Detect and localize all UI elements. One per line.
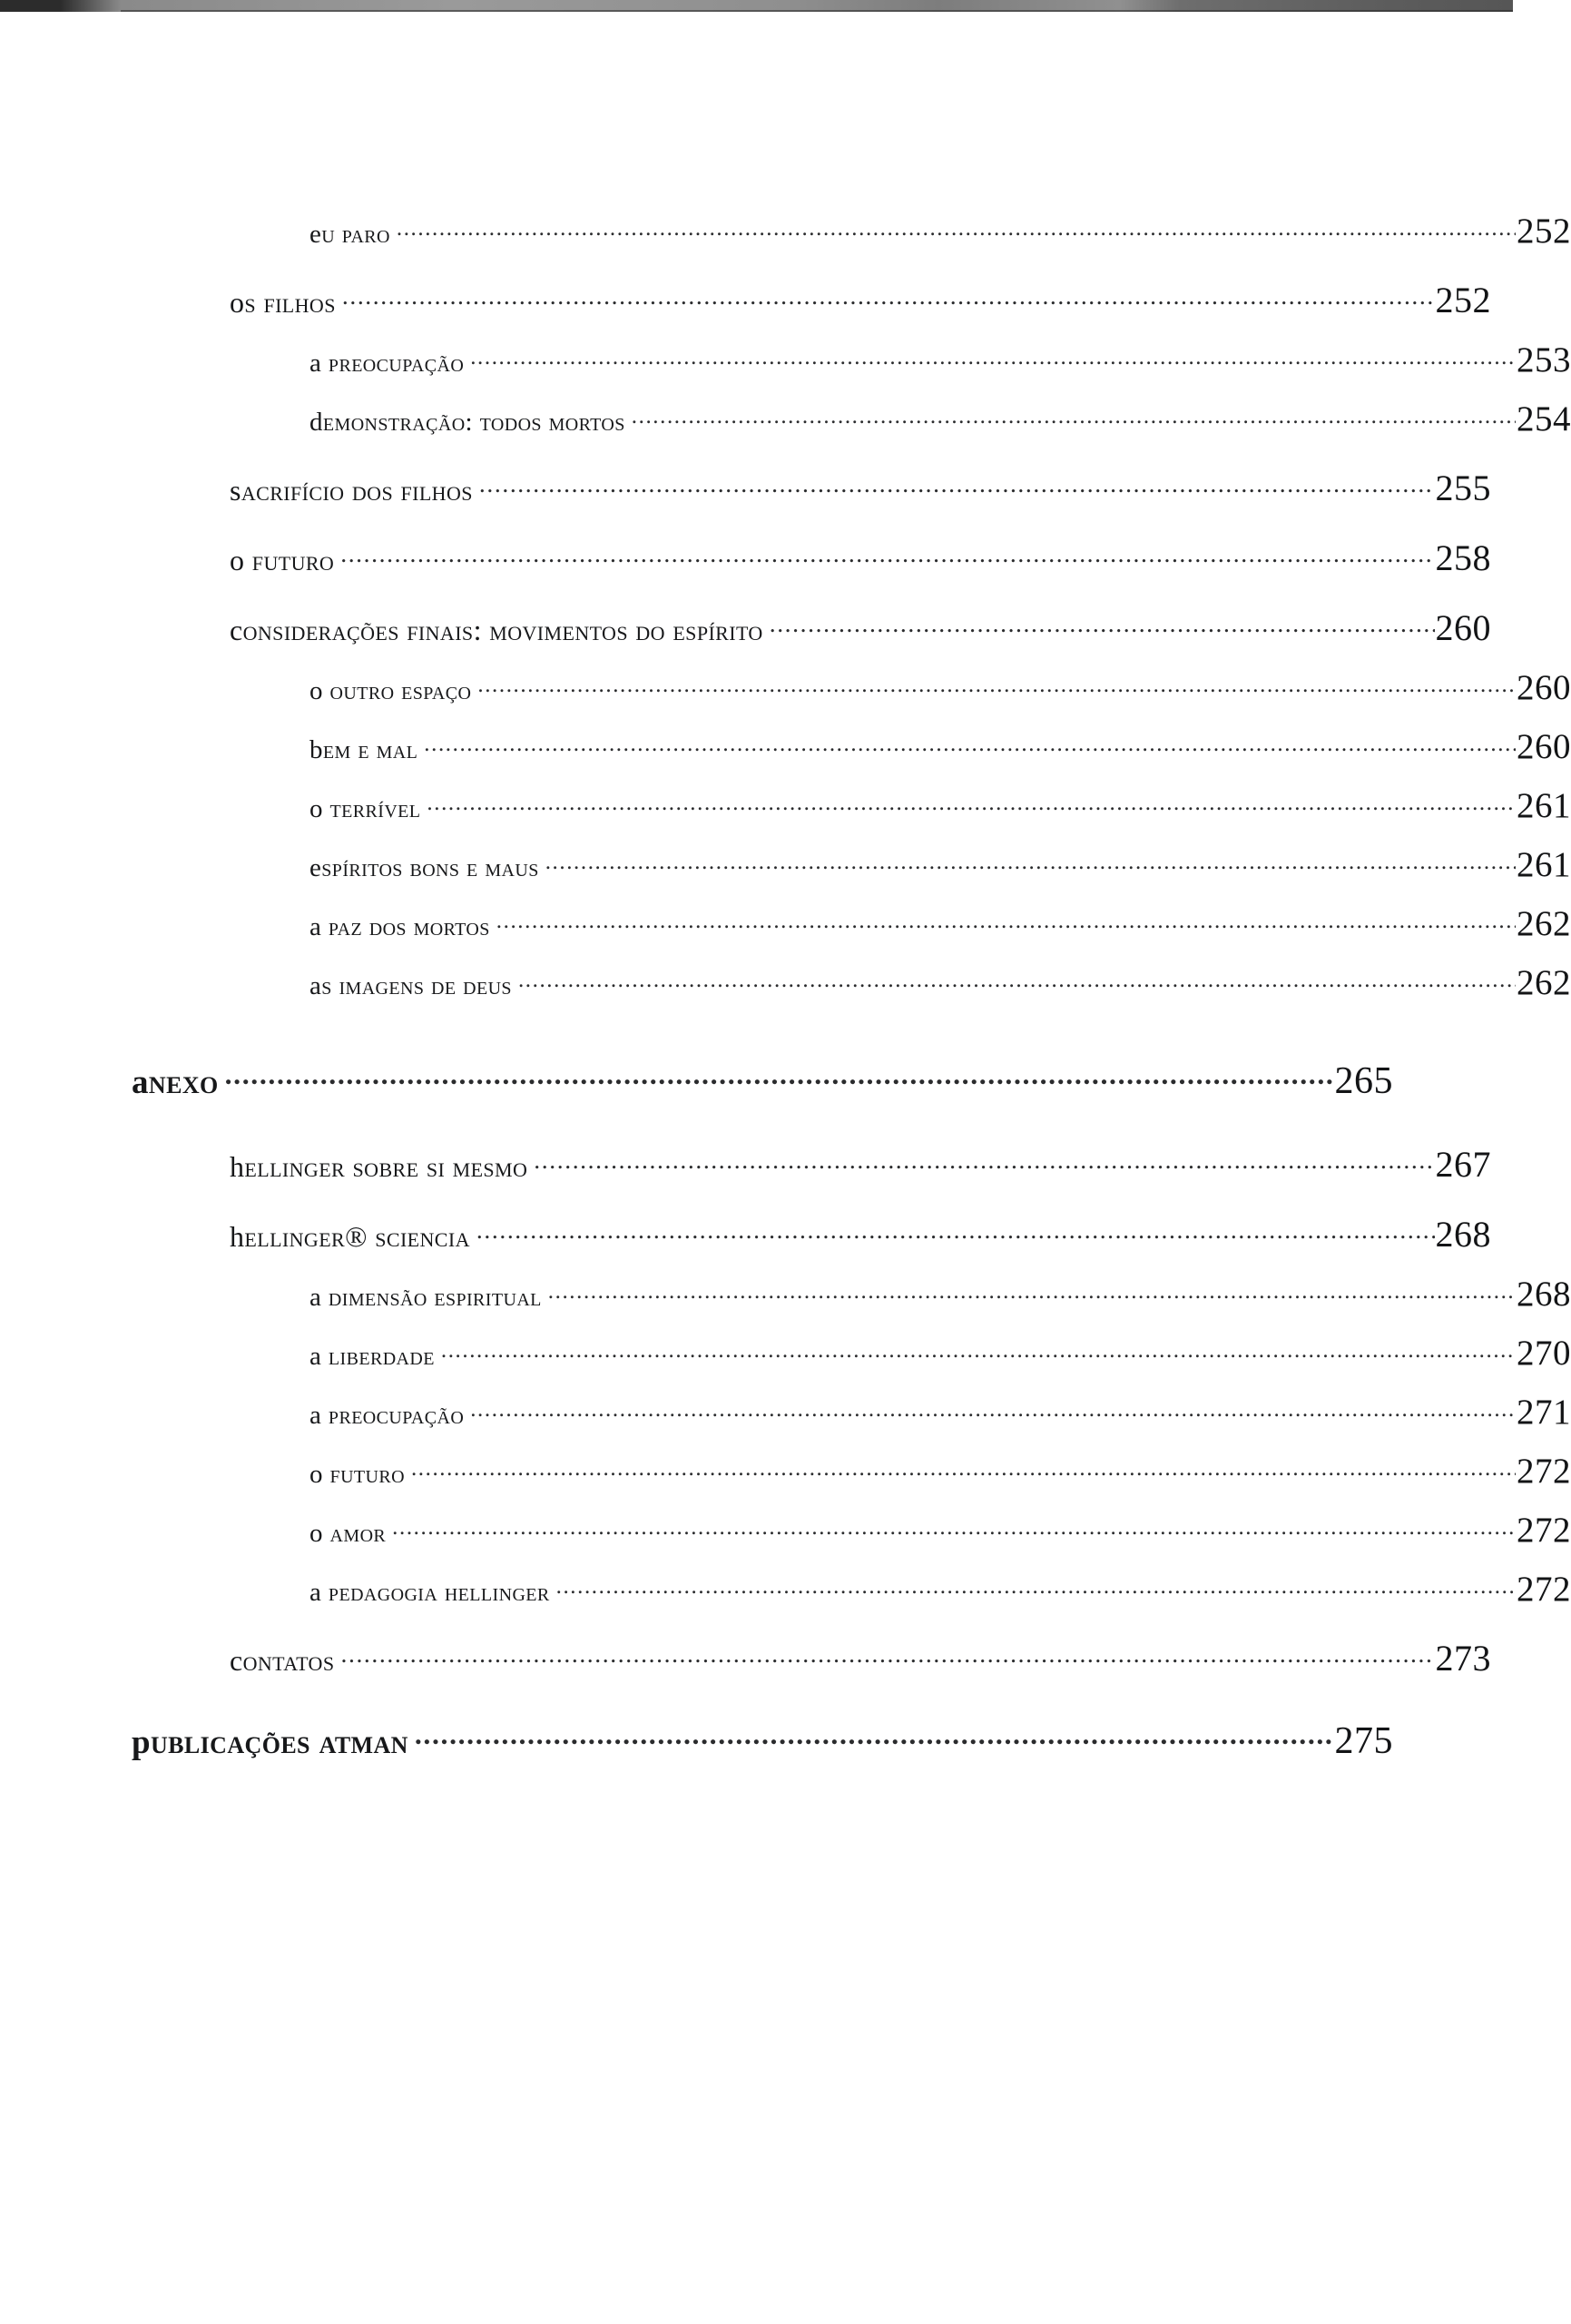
dot-leader bbox=[518, 968, 1516, 994]
toc-entry[interactable] bbox=[132, 537, 1491, 579]
table-of-contents bbox=[132, 211, 1571, 1781]
toc-entry-title: a preocupação bbox=[309, 349, 465, 378]
dot-leader bbox=[340, 541, 1434, 570]
toc-entry-page-number: 258 bbox=[1435, 537, 1491, 578]
toc-entry-page-number: 275 bbox=[1334, 1720, 1393, 1762]
toc-entry[interactable] bbox=[132, 211, 1571, 251]
toc-entry-title: o futuro bbox=[230, 544, 335, 576]
dot-leader bbox=[534, 1147, 1434, 1177]
toc-entry[interactable] bbox=[132, 844, 1571, 885]
toc-entry-page-number: 254 bbox=[1517, 399, 1571, 438]
toc-entry-title: hellinger® sciencia bbox=[230, 1220, 470, 1253]
toc-entry-title: a dimensão espiritual bbox=[309, 1283, 542, 1312]
toc-entry-title: os filhos bbox=[230, 286, 336, 319]
toc-entry-title: demonstração: todos mortos bbox=[309, 408, 625, 437]
toc-entry-title: hellinger sobre si mesmo bbox=[230, 1150, 528, 1183]
toc-entry[interactable] bbox=[132, 399, 1571, 439]
toc-entry-title: a liberdade bbox=[309, 1342, 435, 1371]
toc-entry-page-number: 268 bbox=[1435, 1214, 1491, 1255]
toc-entry[interactable] bbox=[132, 726, 1571, 767]
dot-leader bbox=[415, 1719, 1334, 1753]
dot-leader bbox=[477, 673, 1516, 699]
toc-entry[interactable] bbox=[132, 1510, 1571, 1551]
toc-entry-page-number: 253 bbox=[1517, 340, 1571, 379]
dot-leader bbox=[545, 850, 1516, 876]
toc-entry-page-number: 272 bbox=[1517, 1452, 1571, 1491]
toc-entry[interactable] bbox=[132, 340, 1571, 380]
toc-entry[interactable] bbox=[132, 903, 1571, 944]
dot-leader bbox=[411, 1456, 1516, 1482]
toc-entry-page-number: 255 bbox=[1435, 468, 1491, 508]
toc-entry[interactable] bbox=[132, 1274, 1571, 1315]
toc-entry-title: a paz dos mortos bbox=[309, 912, 490, 941]
toc-entry[interactable] bbox=[132, 1569, 1571, 1610]
dot-leader bbox=[479, 471, 1435, 500]
toc-entry[interactable] bbox=[132, 279, 1491, 321]
toc-entry-page-number: 252 bbox=[1517, 212, 1571, 251]
toc-entry[interactable] bbox=[132, 1392, 1571, 1433]
dot-leader bbox=[340, 1641, 1434, 1670]
toc-entry[interactable] bbox=[132, 1143, 1491, 1186]
toc-entry-page-number: 262 bbox=[1517, 904, 1571, 943]
toc-entry-page-number: 270 bbox=[1517, 1334, 1571, 1373]
toc-entry-title: eu paro bbox=[309, 220, 390, 249]
dot-leader bbox=[548, 1279, 1516, 1305]
dot-leader bbox=[632, 404, 1516, 430]
toc-entry-title: sacrifício dos filhos bbox=[230, 474, 473, 507]
scan-edge-artifact bbox=[0, 0, 1513, 12]
toc-entry-page-number: 268 bbox=[1517, 1275, 1571, 1314]
toc-entry-page-number: 261 bbox=[1517, 786, 1571, 825]
toc-entry[interactable] bbox=[132, 1213, 1491, 1256]
dot-leader bbox=[392, 1515, 1516, 1541]
toc-entry-page-number: 265 bbox=[1334, 1060, 1393, 1102]
toc-entry-title: anexo bbox=[132, 1064, 219, 1101]
toc-entry[interactable] bbox=[132, 1333, 1571, 1374]
toc-entry[interactable] bbox=[132, 1637, 1491, 1679]
toc-entry-title: a preocupação bbox=[309, 1401, 465, 1430]
dot-leader bbox=[556, 1574, 1516, 1600]
toc-entry-page-number: 252 bbox=[1435, 280, 1491, 320]
dot-leader bbox=[770, 611, 1435, 640]
toc-entry-page-number: 273 bbox=[1435, 1638, 1491, 1679]
toc-entry-title: a pedagogia hellinger bbox=[309, 1578, 550, 1607]
toc-entry[interactable] bbox=[132, 1719, 1393, 1763]
toc-entry-page-number: 272 bbox=[1517, 1570, 1571, 1609]
toc-entry-title: as imagens de deus bbox=[309, 971, 512, 1000]
toc-entry-page-number: 260 bbox=[1517, 727, 1571, 766]
toc-entry[interactable] bbox=[132, 467, 1491, 509]
toc-entry[interactable] bbox=[132, 962, 1571, 1003]
toc-entry-title: publicações atman bbox=[132, 1724, 408, 1761]
toc-entry-title: bem e mal bbox=[309, 735, 418, 764]
dot-leader bbox=[342, 283, 1435, 312]
toc-entry[interactable] bbox=[132, 1451, 1571, 1492]
toc-entry[interactable] bbox=[132, 1059, 1393, 1103]
dot-leader bbox=[470, 345, 1516, 371]
toc-entry-page-number: 262 bbox=[1517, 963, 1571, 1002]
toc-entry-title: contatos bbox=[230, 1644, 335, 1677]
toc-entry-title: o terrível bbox=[309, 794, 421, 823]
toc-entry-title: o amor bbox=[309, 1519, 387, 1548]
toc-entry-title: o outro espaço bbox=[309, 676, 472, 705]
toc-entry-page-number: 271 bbox=[1517, 1393, 1571, 1432]
dot-leader bbox=[470, 1397, 1516, 1423]
dot-leader bbox=[424, 732, 1516, 758]
toc-entry-page-number: 272 bbox=[1517, 1511, 1571, 1550]
toc-entry[interactable] bbox=[132, 785, 1571, 826]
toc-entry-page-number: 260 bbox=[1435, 607, 1491, 648]
dot-leader bbox=[441, 1338, 1516, 1364]
dot-leader bbox=[225, 1059, 1334, 1093]
toc-entry[interactable] bbox=[132, 606, 1491, 649]
dot-leader bbox=[397, 216, 1516, 242]
toc-entry-title: considerações finais: movimentos do espírito bbox=[230, 614, 763, 646]
toc-entry-title: o futuro bbox=[309, 1460, 405, 1489]
toc-entry-page-number: 260 bbox=[1517, 668, 1571, 707]
dot-leader bbox=[427, 791, 1516, 817]
toc-entry-title: espíritos bons e maus bbox=[309, 853, 539, 882]
toc-entry[interactable] bbox=[132, 667, 1571, 708]
dot-leader bbox=[476, 1217, 1435, 1246]
toc-entry-page-number: 261 bbox=[1517, 845, 1571, 884]
dot-leader bbox=[496, 909, 1516, 935]
toc-entry-page-number: 267 bbox=[1435, 1144, 1491, 1185]
